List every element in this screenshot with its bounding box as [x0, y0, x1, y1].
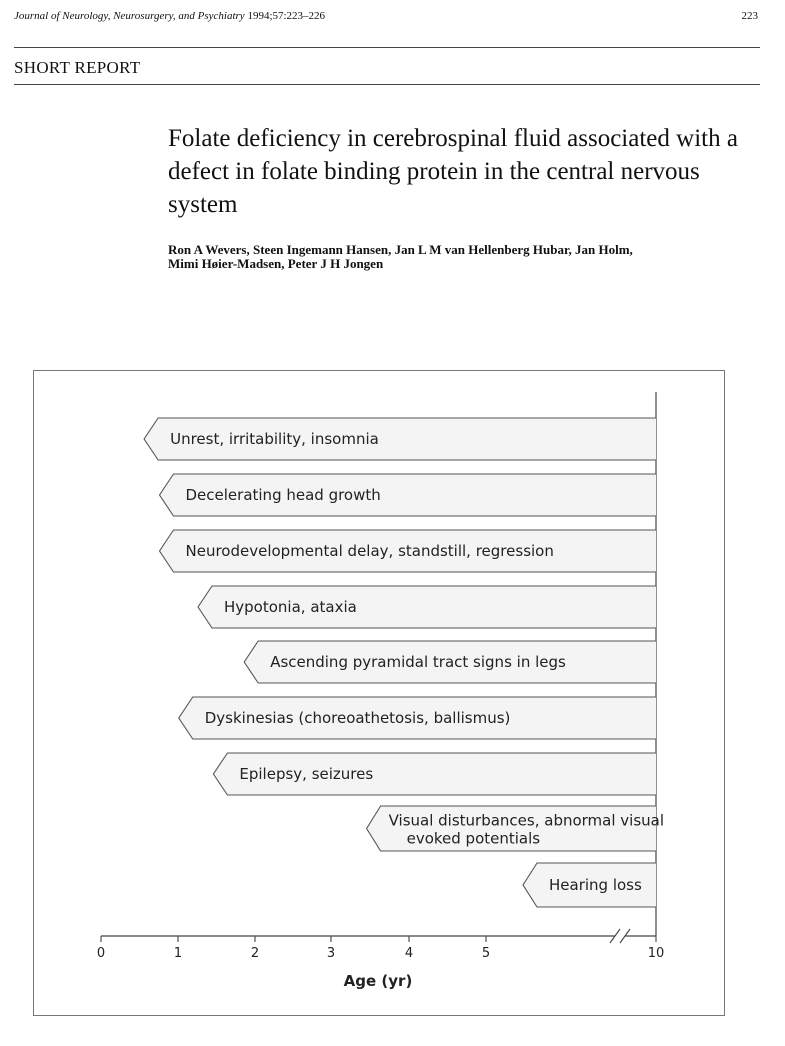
x-axis-label: Age (yr): [343, 972, 413, 990]
symptom-label: Epilepsy, seizures: [239, 765, 374, 783]
author-line: Mimi Høier-Madsen, Peter J H Jongen: [168, 256, 384, 271]
journal-volume: 1994;57:223–226: [247, 10, 326, 22]
journal-citation: [14, 10, 325, 22]
symptom-label: evoked potentials: [406, 829, 541, 848]
symptom-timeline: [33, 370, 725, 1016]
symptom-label: Unrest, irritability, insomnia: [170, 430, 379, 448]
x-tick-label: 5: [481, 946, 491, 961]
x-tick-label: 2: [250, 946, 260, 961]
symptom-label: Decelerating head growth: [185, 486, 381, 504]
symptom-label: Ascending pyramidal tract signs in legs: [270, 653, 566, 671]
author-list: [168, 243, 748, 271]
symptom-label: Hypotonia, ataxia: [224, 598, 357, 616]
section-rule: [14, 84, 760, 85]
article-title: Folate deficiency in cerebrospinal fluid associated with a defect in folate binding protein in the central nervous system: [168, 125, 738, 218]
author-line: Ron A Wevers, Steen Ingemann Hansen, Jan L M van Hellenberg Hubar, Jan Holm,: [168, 242, 633, 257]
symptom-label: Neurodevelopmental delay, standstill, regression: [185, 542, 554, 560]
x-tick-label: 0: [96, 946, 106, 961]
header-rule: [14, 47, 760, 48]
x-tick-label: 3: [326, 946, 336, 961]
page-number: 223: [741, 10, 758, 22]
journal-name: Journal of Neurology, Neurosurgery, and Psychiatry: [14, 10, 245, 22]
symptom-label: Dyskinesias (choreoathetosis, ballismus): [204, 709, 511, 727]
symptom-label: Visual disturbances, abnormal visual: [388, 811, 665, 830]
x-tick-label: 4: [404, 946, 414, 961]
x-tick-label: 1: [173, 946, 183, 961]
section-label: SHORT REPORT: [14, 58, 141, 77]
x-tick-label: 10: [647, 946, 665, 961]
symptom-label: Hearing loss: [549, 876, 642, 894]
